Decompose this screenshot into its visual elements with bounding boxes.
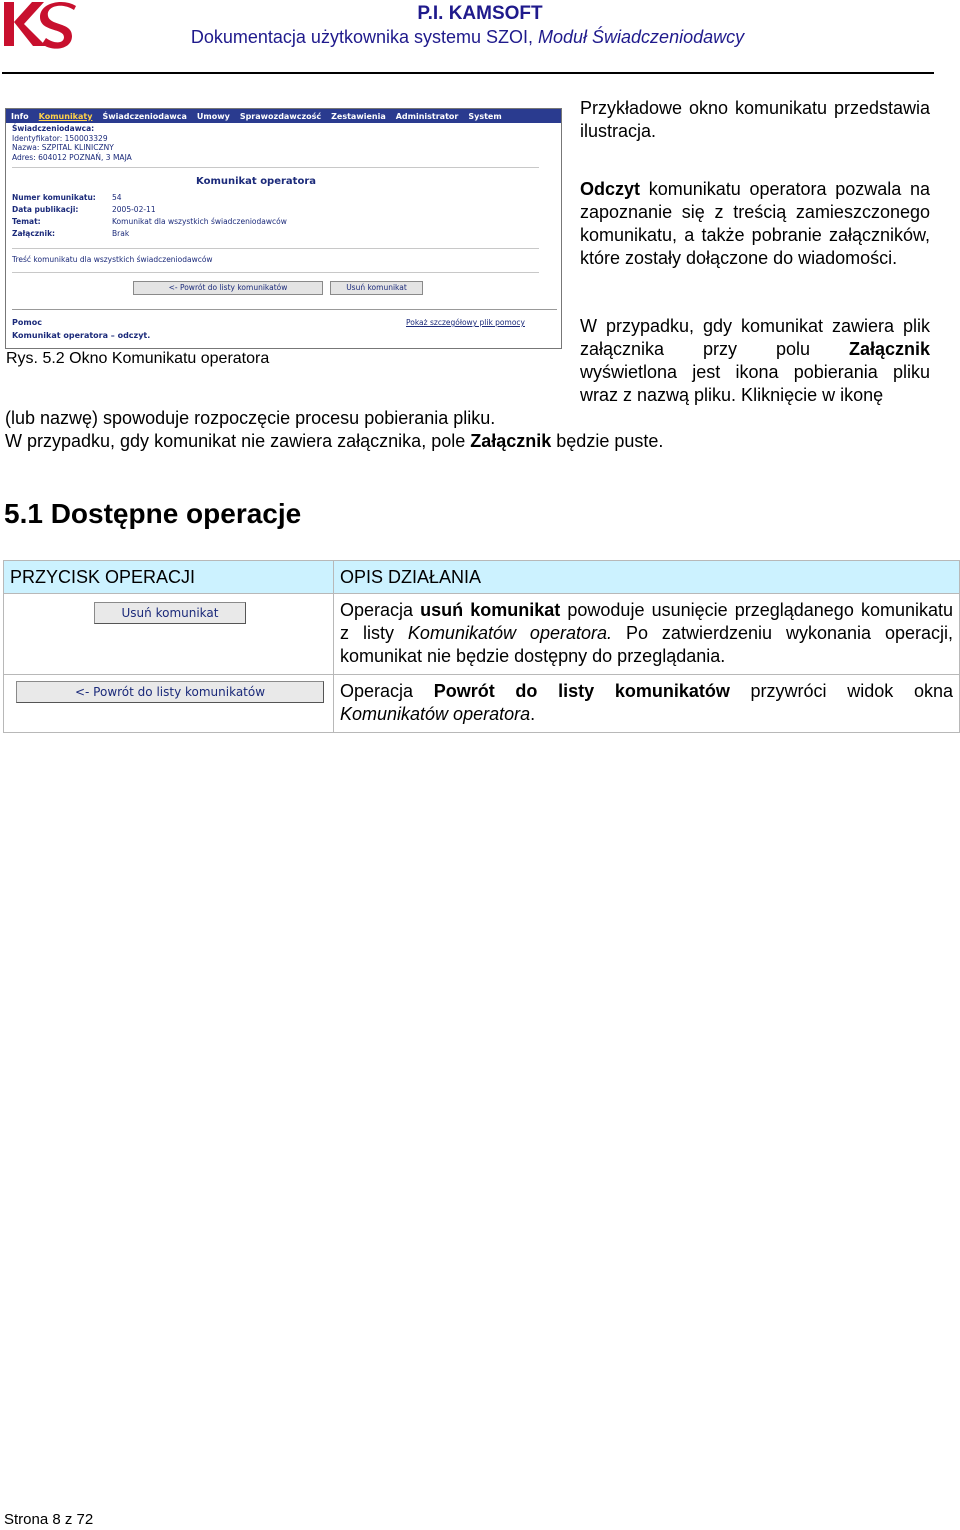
table-header-desc: OPIS DZIAŁANIA [334, 561, 960, 594]
figure-caption: Rys. 5.2 Okno Komunikatu operatora [6, 350, 270, 367]
paragraph-intro: Przykładowe okno komunikatu przedstawia ilustracja. [580, 98, 930, 141]
paragraph-attachment: W przypadku, gdy komunikat zawiera plik załącznika przy polu Załącznik wyświetlona jest ikona pobierania pliku wraz z nazwą pliku. Kliknięcie w ikonę [580, 316, 930, 405]
table-row [4, 675, 960, 733]
table-row [4, 594, 960, 675]
figure-menu-item: Sprawozdawczość [239, 111, 322, 121]
kamsoft-logo [2, 0, 77, 56]
figure-delete-button: Usuń komunikat [330, 281, 423, 295]
page-number: Strona 8 z 72 [4, 1511, 94, 1528]
figure-field: Temat: Komunikat dla wszystkich świadczeniodawców [12, 217, 287, 226]
section-title: 5.1 Dostępne operacje [4, 498, 302, 529]
delete-message-button[interactable]: Usuń komunikat [94, 602, 246, 624]
figure-divider [12, 167, 539, 168]
table-header-row [4, 561, 960, 594]
table-cell-desc: Operacja Powrót do listy komunikatów przywróci widok okna Komunikatów operatora. [334, 675, 960, 733]
company-name: P.I. KAMSOFT [417, 3, 543, 24]
figure-menu-item: Zestawienia [331, 111, 386, 121]
screenshot-figure [5, 108, 562, 349]
table-cell-button [4, 675, 334, 733]
paragraph-no-attachment: W przypadku, gdy komunikat nie zawiera załącznika, pole Załącznik będzie puste. [5, 431, 664, 451]
figure-menu-item: Umowy [196, 111, 230, 121]
figure-menu-item: Świadczeniodawca [102, 111, 187, 121]
figure-menu-item: Komunikaty [38, 111, 93, 121]
figure-content-label: Treść komunikatu dla wszystkich świadczeniodawców [12, 255, 213, 264]
figure-menu-item: Info [11, 111, 29, 121]
back-to-list-button[interactable]: <- Powrót do listy komunikatów [16, 681, 324, 703]
figure-field: Załącznik: Brak [12, 229, 130, 238]
table-cell-button [4, 594, 334, 675]
header-divider [2, 72, 934, 74]
paragraph-read: Odczyt komunikatu operatora pozwala na zapoznanie się z treścią zamieszczonego komunikatu, a także pobranie załączników, które zostały dołączone do wiadomości. [580, 179, 930, 268]
paragraph-attachment-cont: (lub nazwę) spowoduje rozpoczęcie procesu pobierania pliku. [5, 408, 496, 428]
figure-back-button: <- Powrót do listy komunikatów [133, 281, 323, 295]
figure-divider [12, 309, 557, 310]
figure-field: Numer komunikatu: 54 [12, 193, 122, 202]
figure-menu-item: System [468, 111, 502, 121]
figure-divider [12, 272, 539, 273]
table-header-button: PRZYCISK OPERACJI [4, 561, 334, 594]
table-cell-desc: Operacja usuń komunikat powoduje usunięcie przeglądanego komunikatu z listy Komunikatów operatora. Po zatwierdzeniu wykonania operacji, komunikat nie będzie dostępny do przeglądania. [334, 594, 960, 675]
figure-help-link: Pokaż szczegółowy plik pomocy [406, 318, 525, 327]
figure-field: Data publikacji: 2005-02-11 [12, 205, 156, 214]
figure-menubar [6, 109, 561, 123]
figure-help-subtitle: Komunikat operatora – odczyt. [12, 331, 151, 340]
figure-title: Komunikat operatora [196, 176, 317, 187]
figure-menu-item: Administrator [395, 111, 459, 121]
figure-divider [12, 248, 539, 249]
figure-help-title: Pomoc [12, 318, 42, 327]
figure-provider-info: Świadczeniodawca: Identyfikator: 150003329 Nazwa: SZPITAL KLINICZNY Adres: 604012 POZNAŃ, 3 MAJA [12, 124, 132, 162]
operations-table [3, 560, 960, 733]
document-title: Dokumentacja użytkownika systemu SZOI, Moduł Świadczeniodawcy [190, 27, 745, 47]
